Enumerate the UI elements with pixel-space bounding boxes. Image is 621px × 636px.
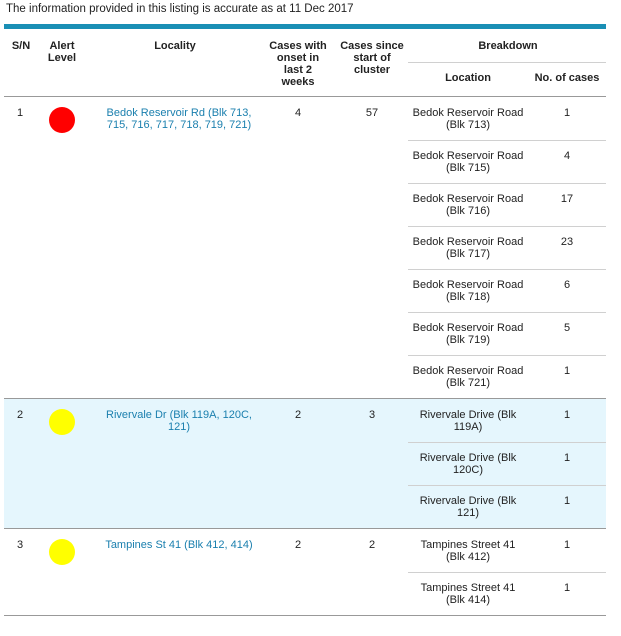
cluster-sn: 1 xyxy=(17,107,24,119)
cluster-cases-last-2-weeks: 2 xyxy=(294,409,302,421)
accuracy-notice: The information provided in this listing is accurate as at 11 Dec 2017 xyxy=(6,3,354,15)
header-number-of-cases: No. of cases xyxy=(534,72,600,84)
cluster-locality-link[interactable]: Tampines St 41 (Blk 412, 414) xyxy=(105,539,253,551)
cluster-cases-last-2-weeks: 2 xyxy=(294,539,302,551)
breakdown-location: Bedok Reservoir Road (Blk 716) xyxy=(412,193,524,217)
breakdown-case-count: 17 xyxy=(560,193,574,205)
breakdown-location: Bedok Reservoir Road (Blk 721) xyxy=(412,365,524,389)
breakdown-case-count: 1 xyxy=(563,582,571,594)
breakdown-case-count: 6 xyxy=(563,279,571,291)
breakdown-location: Bedok Reservoir Road (Blk 719) xyxy=(412,322,524,346)
cluster-locality-link[interactable]: Bedok Reservoir Rd (Blk 713, 715, 716, 717, 718, 719, 721) xyxy=(106,107,252,131)
breakdown-case-count: 1 xyxy=(563,452,571,464)
breakdown-location: Bedok Reservoir Road (Blk 713) xyxy=(412,107,524,131)
cluster-sn: 3 xyxy=(17,539,24,551)
breakdown-location: Rivervale Drive (Blk 119A) xyxy=(419,409,517,433)
breakdown-case-count: 4 xyxy=(563,150,571,162)
breakdown-case-count: 1 xyxy=(563,107,571,119)
header-cases-last-2-weeks: Cases with onset in last 2 weeks xyxy=(269,40,327,88)
cluster-locality-link[interactable]: Rivervale Dr (Blk 119A, 120C, 121) xyxy=(106,409,252,433)
header-locality: Locality xyxy=(154,40,196,52)
header-location: Location xyxy=(445,72,491,84)
breakdown-row-divider xyxy=(408,312,606,313)
breakdown-row-divider xyxy=(408,226,606,227)
breakdown-row-divider xyxy=(408,183,606,184)
yellow-alert-dot-icon xyxy=(49,409,75,435)
header-sn: S/N xyxy=(11,40,31,52)
breakdown-row-divider xyxy=(408,572,606,573)
breakdown-divider xyxy=(408,62,606,63)
cluster-bottom-border xyxy=(4,615,606,616)
breakdown-location: Bedok Reservoir Road (Blk 717) xyxy=(412,236,524,260)
cluster-cases-since-start: 2 xyxy=(368,539,376,551)
breakdown-case-count: 1 xyxy=(563,495,571,507)
cluster-cases-since-start: 57 xyxy=(365,107,379,119)
breakdown-location: Rivervale Drive (Blk 120C) xyxy=(419,452,517,476)
header-alert-level: Alert Level xyxy=(47,40,77,64)
breakdown-row-divider xyxy=(408,485,606,486)
yellow-alert-dot-icon xyxy=(49,539,75,565)
red-alert-dot-icon xyxy=(49,107,75,133)
breakdown-row-divider xyxy=(408,355,606,356)
breakdown-case-count: 23 xyxy=(560,236,574,248)
breakdown-location: Bedok Reservoir Road (Blk 715) xyxy=(412,150,524,174)
breakdown-case-count: 1 xyxy=(563,409,571,421)
breakdown-row-divider xyxy=(408,442,606,443)
cluster-cases-last-2-weeks: 4 xyxy=(294,107,302,119)
breakdown-row-divider xyxy=(408,140,606,141)
breakdown-case-count: 1 xyxy=(563,539,571,551)
cluster-bottom-border xyxy=(4,528,606,529)
breakdown-location: Bedok Reservoir Road (Blk 718) xyxy=(412,279,524,303)
breakdown-case-count: 1 xyxy=(563,365,571,377)
header-cases-since-start: Cases since start of cluster xyxy=(340,40,404,76)
breakdown-location: Tampines Street 41 (Blk 412) xyxy=(420,539,516,563)
header-breakdown: Breakdown xyxy=(478,40,538,52)
breakdown-case-count: 5 xyxy=(563,322,571,334)
header-accent-bar xyxy=(4,24,606,29)
cluster-sn: 2 xyxy=(17,409,24,421)
breakdown-location: Tampines Street 41 (Blk 414) xyxy=(420,582,516,606)
breakdown-row-divider xyxy=(408,269,606,270)
header-bottom-border xyxy=(4,96,606,97)
breakdown-location: Rivervale Drive (Blk 121) xyxy=(419,495,517,519)
cluster-cases-since-start: 3 xyxy=(368,409,376,421)
